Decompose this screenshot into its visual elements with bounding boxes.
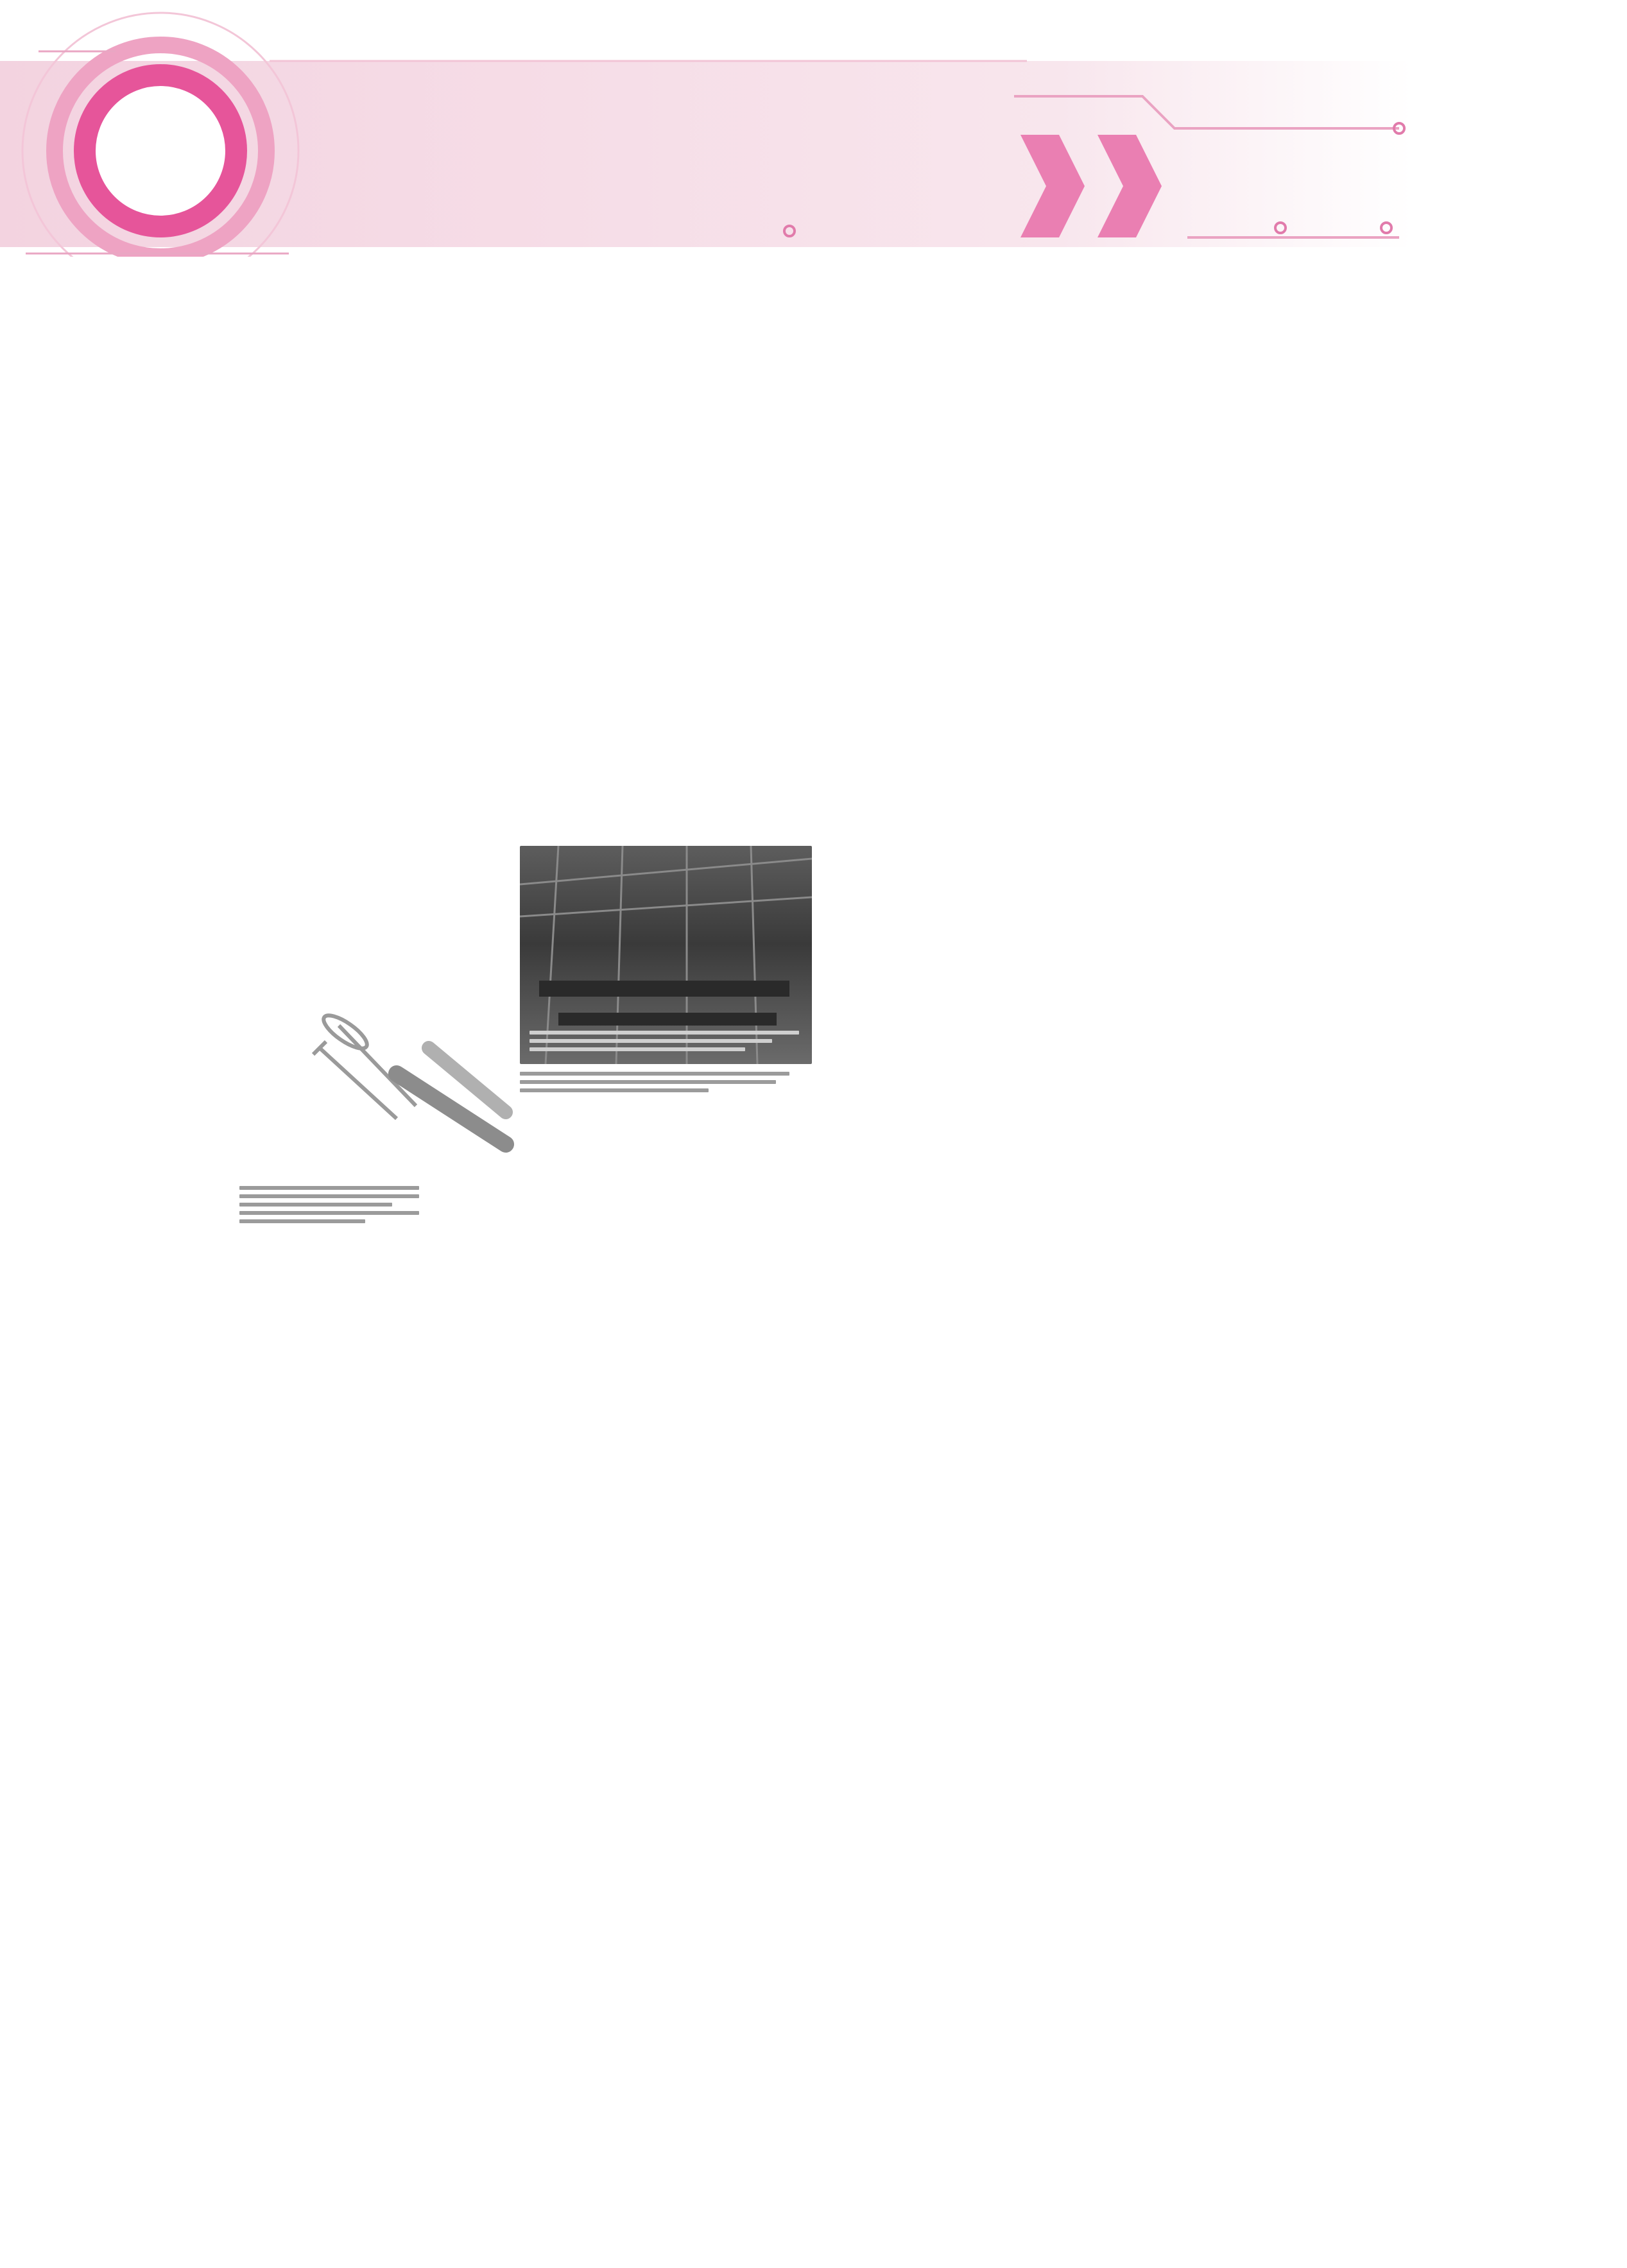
figure-1-21 [211,846,1417,1579]
millside-dining-photo [520,846,812,1064]
header-circle-decoration-icon [0,0,1627,257]
page-header [0,0,1627,257]
magazine-left-page [211,846,814,1579]
cutlery-icon [300,1009,519,1164]
